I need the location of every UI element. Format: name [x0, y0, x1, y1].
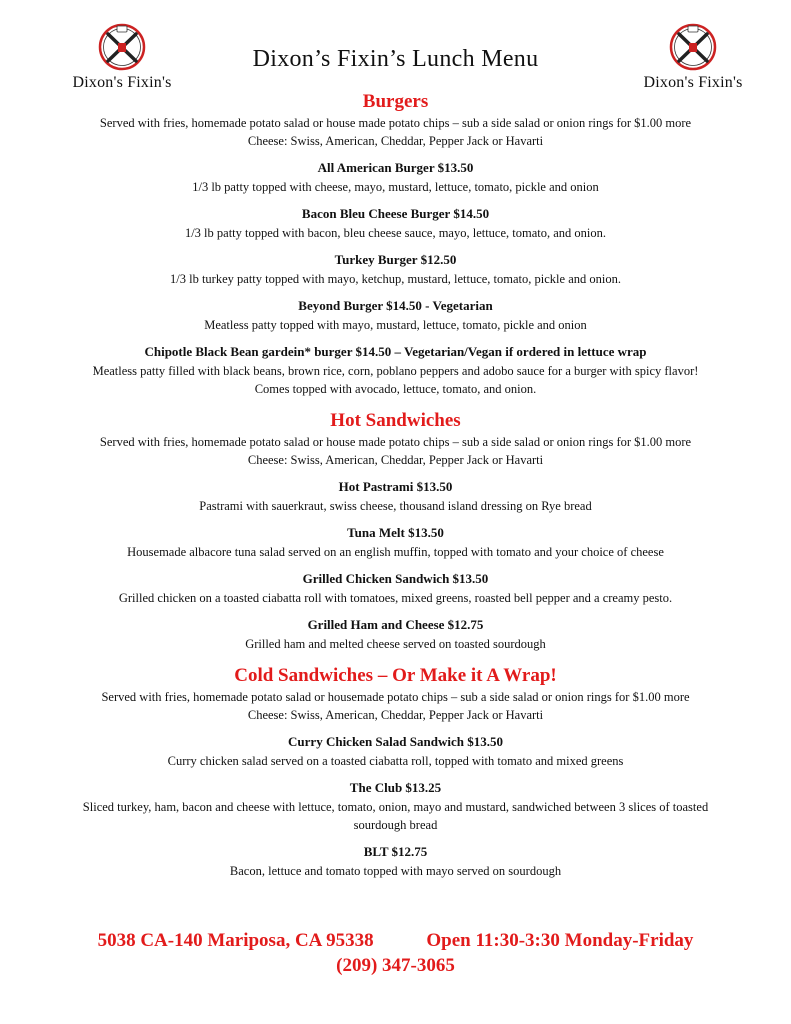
menu-item — [30, 477, 761, 515]
menu-item — [30, 342, 761, 398]
menu — [30, 90, 761, 880]
item-description: Meatless patty filled with black beans, brown rice, corn, poblano peppers and adobo sauce for a burger with spicy flavor! — [92, 364, 699, 378]
menu-item — [30, 732, 761, 770]
hours: Open 11:30-3:30 Monday-Friday — [426, 930, 694, 951]
item-name: Hot Pastrami $13.50 — [338, 479, 453, 494]
item-name: Grilled Chicken Sandwich $13.50 — [302, 571, 489, 586]
item-name: Beyond Burger $14.50 - Vegetarian — [298, 298, 493, 313]
item-description: Meatless patty topped with mayo, mustard, lettuce, tomato, pickle and onion — [204, 318, 587, 332]
item-description: Pastrami with sauerkraut, swiss cheese, thousand island dressing on Rye bread — [199, 499, 592, 513]
item-description: Grilled ham and melted cheese served on toasted sourdough — [245, 637, 546, 651]
section-description: Served with fries, homemade potato salad or housemade potato chips – sub a side salad or onion rings for $1.00 more — [101, 690, 690, 704]
menu-item — [30, 523, 761, 561]
item-description: Bacon, lettuce and tomato topped with mayo served on sourdough — [229, 864, 562, 878]
item-name: Curry Chicken Salad Sandwich $13.50 — [288, 734, 503, 749]
page-title: Dixon’s Fixin’s Lunch Menu — [252, 46, 539, 72]
section-heading-hot-sandwiches: Hot Sandwiches — [330, 410, 461, 431]
item-description: Grilled chicken on a toasted ciabatta roll with tomatoes, mixed greens, roasted bell pepper and a creamy pesto. — [118, 591, 673, 605]
section-description: Served with fries, homemade potato salad or house made potato chips – sub a side salad or onion rings for $1.00 more — [99, 116, 692, 130]
item-description: 1/3 lb patty topped with cheese, mayo, mustard, lettuce, tomato, pickle and onion — [192, 180, 599, 194]
menu-item — [30, 778, 761, 834]
address: 5038 CA-140 Mariposa, CA 95338 — [97, 930, 374, 951]
item-name: BLT $12.75 — [363, 844, 428, 859]
phone-number: (209) 347-3065 — [336, 955, 455, 976]
item-description: 1/3 lb patty topped with bacon, bleu cheese sauce, mayo, lettuce, tomato, and onion. — [184, 226, 607, 240]
item-description-continued: sourdough bread — [353, 818, 438, 832]
item-description: 1/3 lb turkey patty topped with mayo, ketchup, mustard, lettuce, tomato, pickle and onion. — [170, 272, 621, 286]
item-name: Tuna Melt $13.50 — [347, 525, 444, 540]
item-name: Turkey Burger $12.50 — [334, 252, 457, 267]
item-name: Bacon Bleu Cheese Burger $14.50 — [301, 206, 490, 221]
section-heading-burgers: Burgers — [362, 91, 429, 112]
item-name: The Club $13.25 — [349, 780, 442, 795]
item-name: Chipotle Black Bean gardein* burger $14.50 – Vegetarian/Vegan if ordered in lettuce wrap — [144, 344, 647, 359]
menu-item — [30, 158, 761, 196]
logo-brand-name: Dixon's Fixin's — [643, 74, 743, 91]
item-name: Grilled Ham and Cheese $12.75 — [307, 617, 484, 632]
logo-brand-name: Dixon's Fixin's — [72, 74, 172, 91]
item-description-continued: Comes topped with avocado, lettuce, tomato, and onion. — [254, 382, 537, 396]
menu-item — [30, 842, 761, 880]
menu-item — [30, 569, 761, 607]
cheese-options: Cheese: Swiss, American, Cheddar, Pepper Jack or Havarti — [247, 134, 544, 148]
cheese-options: Cheese: Swiss, American, Cheddar, Pepper Jack or Havarti — [247, 453, 544, 467]
item-description: Housemade albacore tuna salad served on an english muffin, topped with tomato and your choice of cheese — [127, 545, 664, 559]
cheese-options: Cheese: Swiss, American, Cheddar, Pepper Jack or Havarti — [247, 708, 544, 722]
section-heading-cold-sandwiches: Cold Sandwiches – Or Make it A Wrap! — [234, 665, 557, 686]
item-description: Curry chicken salad served on a toasted ciabatta roll, topped with tomato and mixed greens — [167, 754, 624, 768]
item-name: All American Burger $13.50 — [317, 160, 474, 175]
menu-item — [30, 296, 761, 334]
item-description: Sliced turkey, ham, bacon and cheese with lettuce, tomato, onion, mayo and mustard, sandwiched between 3 slices of toasted — [82, 800, 709, 814]
section-description: Served with fries, homemade potato salad or house made potato chips – sub a side salad or onion rings for $1.00 more — [99, 435, 692, 449]
menu-item — [30, 204, 761, 242]
footer — [0, 928, 791, 978]
menu-item — [30, 250, 761, 288]
menu-item — [30, 615, 761, 653]
